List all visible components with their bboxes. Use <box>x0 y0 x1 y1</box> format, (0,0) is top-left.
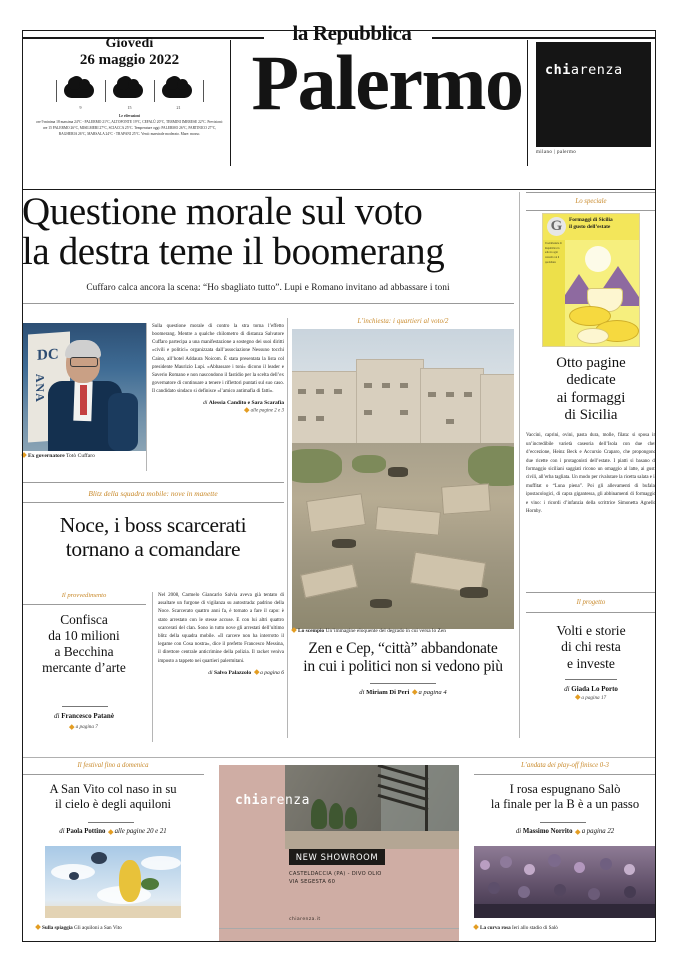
photo-figure-arm <box>108 393 138 451</box>
cuffaro-byline <box>152 400 284 406</box>
weather-divider <box>203 80 204 102</box>
caption-marker-icon <box>291 627 297 633</box>
banner-word: ANA <box>33 373 47 404</box>
salo-pageref: a pagina 22 <box>581 828 615 835</box>
noce-headline-line1: Noce, i boss scarcerati <box>59 513 247 537</box>
noce-article-column <box>158 592 284 676</box>
cloud-shape <box>113 83 143 98</box>
noce-kicker: Blitz della squadra mobile: nove in manette <box>88 489 218 498</box>
kites-headline-line2: il cielo è degli aquiloni <box>54 797 172 812</box>
special-column <box>526 192 656 517</box>
photo-dark-object <box>388 467 408 477</box>
ad-bottom-footer: chiarenza.it <box>289 917 321 922</box>
photo-window <box>334 389 342 394</box>
confisca-headline-line3: a Becchina <box>54 644 114 660</box>
byline-prefix: di <box>515 828 522 835</box>
kite-shape <box>119 860 141 902</box>
photo-plant <box>311 799 327 829</box>
weather-day: Giovedì <box>105 36 154 51</box>
ad-showroom-label: NEW SHOWROOM <box>289 849 385 865</box>
byline-authors: Francesco Patanè <box>61 712 114 720</box>
caption-label: Sulla spiaggia <box>42 925 73 931</box>
special-kicker: Lo speciale <box>575 198 607 205</box>
photo-window <box>316 389 324 394</box>
progetto-byline <box>526 685 656 693</box>
caption-text: Ieri allo stadio di Salò <box>512 925 558 931</box>
lead-story <box>22 192 514 304</box>
caption-label: Lo scempio <box>298 628 325 634</box>
pageref-marker-icon <box>108 829 113 834</box>
crowd-dot <box>588 888 600 900</box>
photo-dark-object <box>460 587 488 598</box>
byline-rule <box>88 822 134 823</box>
zen-headline-line1: Zen e Cep, “città” abbandonate <box>308 640 498 657</box>
special-headline-line1: Otto pagine <box>556 355 626 371</box>
crowd-dot <box>624 864 635 875</box>
lead-divider <box>22 303 514 304</box>
lead-headline <box>22 192 514 272</box>
pageref-marker-icon <box>244 408 249 413</box>
noce-story <box>22 478 284 561</box>
pageref-text: alle pagine 2 e 3 <box>250 408 284 414</box>
zen-headline-block <box>284 640 522 696</box>
crowd-dot <box>480 860 490 870</box>
zen-caption <box>292 628 514 634</box>
crowd-dot <box>600 858 612 870</box>
ad-top-brand-bold: chi <box>545 62 571 78</box>
photo-window <box>428 392 436 397</box>
kite-shape <box>91 852 107 864</box>
weather-blurb-title: Le rilevazioni <box>118 113 141 118</box>
cover-sidebar-text: Il settimanale di Repubblica in edicola ogni venerdì con il quotidiano <box>545 242 562 264</box>
ad-chiarenza-bottom[interactable] <box>219 765 459 941</box>
noce-headline <box>22 513 284 561</box>
photo-vegetation <box>468 446 514 486</box>
kites-photo <box>45 846 181 918</box>
photo-window <box>316 416 324 421</box>
weather-blurb-text: ore 9 minima 18 massima 24°C - PALERMO 21°C, ALTOFONTE 19°C, CEFALÙ 20°C, TERMINI IMERESE 22°C. Previsioni: ore 15 PALERMO 26°C, MISILMERI 27°C, SCIACCA 25°C. Temperature oggi: PALERMO 26°C, PARTINICO 27°C, BAGHERIA 26°C, MARSALA 24°C - TRAPANI 25°C. Venti: maestrale moderato. Mare: mosso. <box>36 120 223 137</box>
noce-pageref: a pagina 6 <box>260 669 284 676</box>
special-body: Vaccini, caprini, ovini, pasta dura, molle, filata: si sposa in un’incredibile varietà caseoria dell’Isola con due chef d’eccezione, Heinz Beck e Accursio Craparo, che propongono due ricette con i protagonisti dell’estate. I piatti si basano di formaggio siciliani saggiati ricono un omaggio al latte, ai gusti civili, all’erba tagliata. Un modo per rivalutare la ricetta salata e il muffitat o “Luna piena”. Poi gli allevamenti di bufala, ipostacologici, di capra gigantessa, gli abbinamenti di formaggio e vino: i ricordi d’infanzia della scrittrice Simonetta Agnello Hornby. <box>526 433 656 515</box>
photo-building <box>480 374 514 451</box>
photo-plant <box>329 803 343 829</box>
progetto-kicker: Il progetto <box>576 599 606 606</box>
noce-rule-bottom <box>22 502 284 503</box>
photo-window <box>364 383 372 388</box>
ad-top-brand-rest: arenza <box>570 62 623 78</box>
salo-headline-line1: I rosa espugnano Salò <box>509 782 621 796</box>
byline-authors: Giada Lo Porto <box>571 684 618 693</box>
special-headline-line3: ai formaggi <box>556 389 626 406</box>
cuffaro-article-column <box>152 323 284 414</box>
photo-cloud <box>141 856 181 870</box>
progetto-headline-line1: Volti e storie <box>556 623 626 638</box>
salo-kicker: L’andata dei play-off finisce 0-3 <box>521 762 609 769</box>
crowd-dot <box>524 864 535 875</box>
salo-photo <box>474 846 656 918</box>
photo-window <box>400 410 408 415</box>
photo-debris <box>441 483 491 514</box>
kite-shape <box>69 872 79 880</box>
column-separator <box>152 592 153 742</box>
byline-rule <box>62 706 108 707</box>
cuffaro-body: Sulla questione morale di contro la stra torna l’effetto boomerang. Mentre a qualche chilometro di distanza Salvatore Cuffaro partecipa a una manifestazione a sostegno dei suoi diritti «civili e politici» organizzata dall’associazione Nessuno tocchi Caino, all’hotel Addaura Noicom. È stata presentata la lista col presidente Maurizio Lupi. «Abbassare i toni» dicono il leader e Saverio Romano e non nascondono il fastidio per la scelta dell’ex governatore di continuare a tenere i riflettori puntati sul suo caso. Il candidato sindaco si definisce «l’amico antimafia di fatti». <box>152 324 284 395</box>
column-separator <box>146 323 147 471</box>
caption-text: Un’immagine eloquente del degrado in cui versa lo Zen <box>325 628 446 634</box>
salo-caption <box>474 925 656 931</box>
byline-prefix: di <box>203 400 208 407</box>
cloud-shape <box>64 83 94 98</box>
masthead-divider-left <box>230 40 231 166</box>
noce-headline-line2: tornano a comandare <box>65 537 241 562</box>
confisca-headline-line1: Confisca <box>60 612 108 627</box>
photo-foreground <box>474 904 656 918</box>
sun-cloud-icon <box>61 76 101 110</box>
progetto-rule-bottom <box>526 612 656 613</box>
byline-prefix: di <box>208 669 213 676</box>
confisca-rule <box>22 604 146 605</box>
photo-window <box>298 389 306 394</box>
progetto-story <box>526 592 656 701</box>
photo-window <box>464 392 472 397</box>
special-headline-line4: di Sicilia <box>564 406 618 423</box>
salo-byline[interactable] <box>474 828 656 835</box>
caption-label: La curva rosa <box>480 925 511 931</box>
caption-text: Totò Cuffaro <box>66 453 95 459</box>
crowd-dot <box>518 886 530 898</box>
masthead <box>22 21 656 190</box>
zen-headline-line2: in cui i politici non si vedono più <box>303 657 503 675</box>
caption-label: Ex governatore <box>28 453 65 459</box>
cover-title-line2: il gusto dell’estate <box>569 223 611 230</box>
weather-panel <box>32 36 227 137</box>
special-headline <box>526 355 656 424</box>
cover-title-line1: Formaggi di Sicilia <box>569 217 613 223</box>
pageref-marker-icon <box>575 695 580 700</box>
confisca-byline <box>22 712 146 720</box>
confisca-headline-line2: da 10 milioni <box>48 628 120 644</box>
sun-cloud-icon <box>110 76 150 110</box>
crowd-dot <box>554 884 566 896</box>
photo-figure-hair <box>65 340 101 358</box>
ad-bottom-rule <box>219 928 459 929</box>
ad-address-line2: VIA SEGESTA 60 <box>289 878 336 885</box>
banner-initials: DC <box>37 346 59 364</box>
weather-divider <box>154 80 155 102</box>
sun-cloud-icon <box>159 76 199 110</box>
lead-headline-line1: Questione morale sul voto <box>22 190 423 233</box>
progetto-pageref[interactable] <box>526 695 656 701</box>
ad-photo <box>285 765 459 849</box>
byline-authors: Massimo Norrito <box>522 828 573 835</box>
salo-headline-line2: la finale per la B è a un passo <box>490 797 640 812</box>
weather-divider <box>56 80 57 102</box>
byline-authors: Salvo Palazzolo <box>214 669 252 676</box>
confisca-headline-line4: mercante d’arte <box>42 660 126 676</box>
weather-tick: 21 <box>176 104 181 110</box>
caption-marker-icon <box>21 452 27 458</box>
byline-authors: Paola Pottino <box>66 828 106 835</box>
byline-rule <box>565 679 617 680</box>
byline-rule <box>540 822 586 823</box>
progetto-headline-line3: e investe <box>567 655 615 671</box>
weather-date: 26 maggio 2022 <box>79 51 180 68</box>
ad-address <box>289 871 439 887</box>
cover-title <box>569 217 613 231</box>
kites-byline[interactable] <box>22 828 204 835</box>
photo-plant <box>345 807 357 829</box>
caption-text: Gli aquiloni a San Vito <box>74 925 122 931</box>
confisca-pageref[interactable] <box>22 724 146 730</box>
cover-cheese-shape <box>577 328 609 344</box>
zen-headline <box>284 640 522 676</box>
byline-prefix: di <box>59 828 65 835</box>
crowd-dot <box>624 886 636 898</box>
byline-rule <box>370 683 436 684</box>
ad-top-footer: milano | palermo <box>536 150 577 155</box>
crowd-dot <box>574 862 585 873</box>
weather-tick: 9 <box>79 104 82 110</box>
kites-caption <box>36 925 216 931</box>
ad-bottom-brand-rest: arenza <box>259 793 310 808</box>
pageref-marker-icon <box>575 829 580 834</box>
cover-logo-letter: G <box>547 217 566 236</box>
byline-authors: Alessia Candito e Sara Scarafia <box>208 400 284 407</box>
page-title: Palermo <box>251 39 523 126</box>
noce-body: Nel 2008, Carmelo Giancarlo Salvia aveva già tentato di assaltare un furgone di vigilanza su autostrada: padrino della Noce. Scarcerato quattro anni fa, è tornato a fare il capo: è stato arrestato con le stesse accuse. E con lui altri quattro scarcerati del clan. Sono in tutto nove gli arrestati dell’ultimo blitz della squadra mobile. «Il carcere non ha interrotto il legame con Cosa nostra», dice il prefetto Francesco Messina, il direttore centrale anticrimine della polizia. Il racket veniva imposto a tappeto nei quartieri palermitani. <box>158 593 284 664</box>
cuffaro-pageref[interactable] <box>152 408 284 414</box>
progetto-headline <box>526 623 656 672</box>
special-rule-bottom <box>526 210 656 211</box>
pageref-marker-icon <box>254 669 259 674</box>
photo-beach <box>45 906 181 918</box>
kite-shape <box>141 878 159 890</box>
photo-vegetation <box>292 449 342 483</box>
weather-blurb <box>32 113 227 137</box>
lead-subhead: Cuffaro calca ancora la scena: “Ho sbagliato tutto”. Lupi e Romano invitano ad abbassare i toni <box>86 283 450 294</box>
photo-dark-object <box>370 599 392 608</box>
kites-headline <box>22 782 204 813</box>
crowd-dot <box>488 882 500 894</box>
ad-bottom-brand-bold: chi <box>235 793 260 808</box>
progetto-headline-line2: di chi resta <box>561 639 621 655</box>
photo-floor <box>285 831 459 849</box>
kites-pageref: alle pagine 20 e 21 <box>114 828 167 835</box>
kites-rule <box>22 774 204 775</box>
pageref-text: a pagina 17 <box>581 694 607 701</box>
ad-address-line1: CASTELDACCIA (PA) - DIVO OLIO <box>289 871 382 877</box>
noce-byline <box>158 670 284 676</box>
photo-window <box>446 392 454 397</box>
photo-window <box>400 383 408 388</box>
byline-prefix: di <box>54 712 60 720</box>
byline-authors: Miriam Di Peri <box>366 688 410 696</box>
photo-building <box>356 359 424 451</box>
kites-headline-line1: A San Vito col naso in su <box>49 782 177 796</box>
salo-headline <box>474 782 656 813</box>
zen-story <box>292 318 514 629</box>
salo-rule <box>474 774 656 775</box>
lead-headline-line2: la destra teme il boomerang <box>22 230 445 274</box>
weather-divider <box>105 80 106 102</box>
pageref-marker-icon <box>412 690 417 695</box>
weather-icons <box>32 76 227 110</box>
ad-chiarenza-top[interactable] <box>536 42 651 147</box>
special-headline-line2: dedicate <box>566 372 616 389</box>
bottom-band-rule <box>22 757 656 758</box>
zen-pageref: a pagina 4 <box>418 688 447 696</box>
cover-artwork <box>565 240 639 346</box>
photo-window <box>364 410 372 415</box>
zen-kicker: L’inchiesta: i quartieri al voto/2 <box>357 318 449 325</box>
kites-kicker: Il festival fino a domenica <box>77 762 149 769</box>
photo-figure-glasses <box>70 357 98 367</box>
crowd-dot <box>500 856 512 868</box>
zen-byline[interactable] <box>284 689 522 696</box>
network-logo[interactable]: la Repubblica <box>292 21 412 45</box>
cuffaro-photo <box>22 323 146 451</box>
photo-building <box>292 371 360 451</box>
photo-window <box>446 419 454 424</box>
photo-window <box>298 416 306 421</box>
photo-building <box>420 368 484 451</box>
cover-moon-shape <box>585 246 611 272</box>
cloud-shape <box>162 83 192 98</box>
byline-prefix: di <box>359 688 365 696</box>
caption-marker-icon <box>35 924 41 930</box>
pageref-marker-icon <box>69 724 74 729</box>
masthead-divider-right <box>527 40 528 166</box>
confisca-headline <box>22 612 146 676</box>
zen-photo <box>292 329 514 629</box>
ad-top-brand <box>545 62 623 78</box>
photo-window <box>382 383 390 388</box>
crowd-dot <box>548 854 561 867</box>
ad-bottom-brand <box>235 793 310 808</box>
cuffaro-caption <box>22 453 146 460</box>
photo-figure-tie <box>80 385 87 415</box>
caption-marker-icon <box>473 924 479 930</box>
photo-dark-object <box>332 539 356 548</box>
pageref-text: a pagina 7 <box>75 724 98 730</box>
weather-tick: 15 <box>127 104 132 110</box>
confisca-kicker: Il provvedimento <box>61 592 107 599</box>
photo-vegetation <box>352 455 386 473</box>
photo-stair-rail <box>425 765 428 835</box>
byline-prefix: di <box>564 684 570 693</box>
magazine-cover-image <box>542 213 640 347</box>
